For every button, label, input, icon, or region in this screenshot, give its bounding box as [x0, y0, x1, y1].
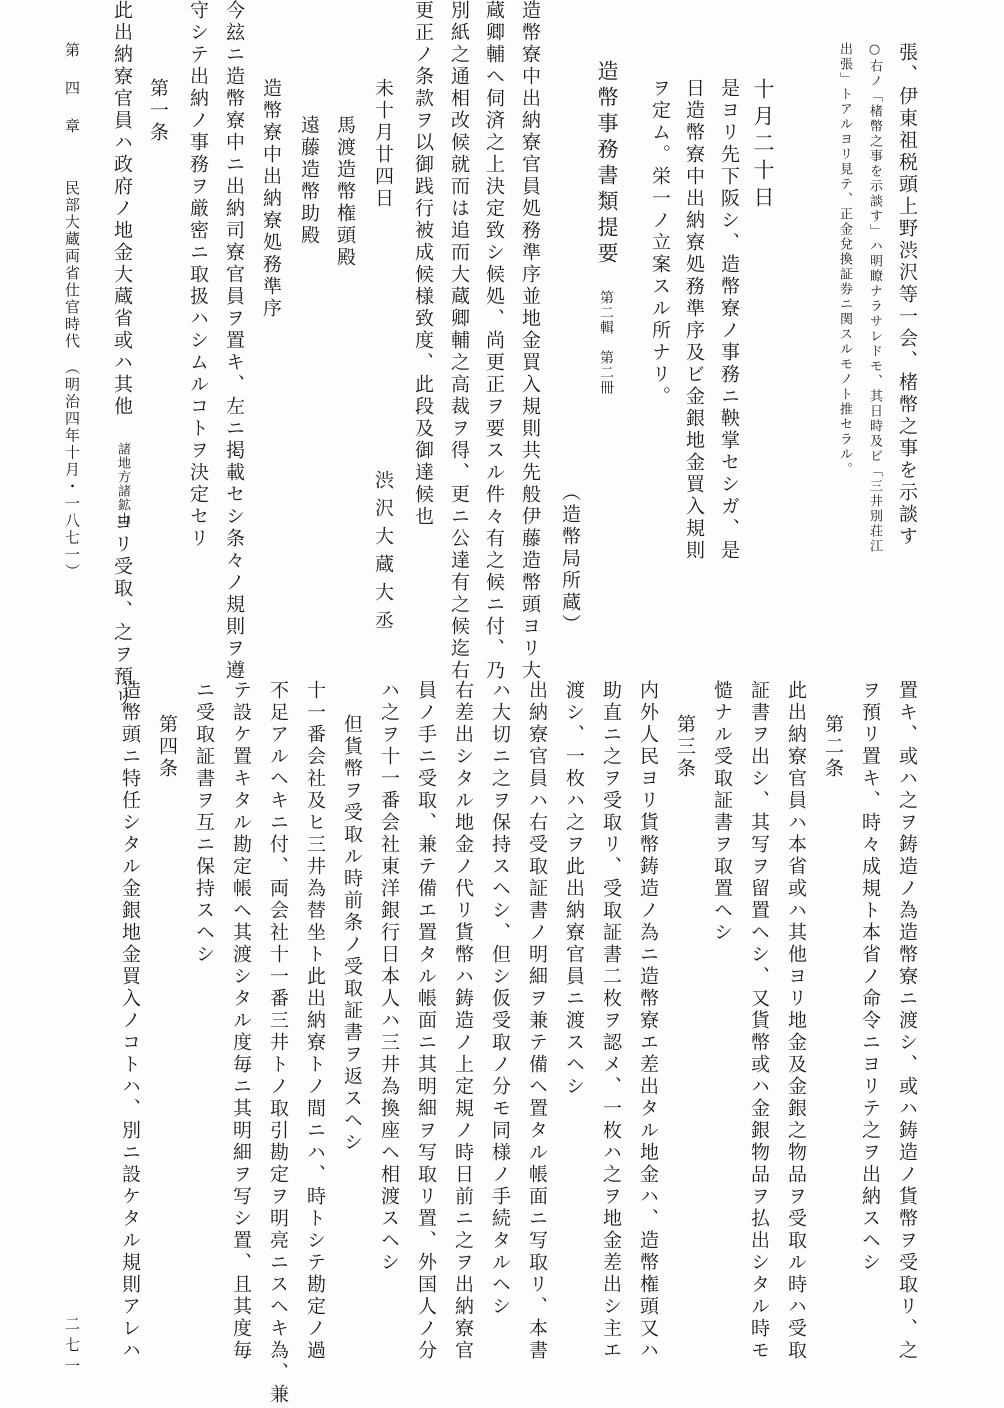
lower-line-18: ニ受取証書ヲ互ニ保持スヘシ — [193, 680, 215, 966]
letter-line-3: 別紙之通相改候就而は追而大蔵卿輔之高裁ヲ得、更ニ公達有之候迄右 — [448, 0, 470, 682]
article-1-line-1a: 此出納寮官員ハ政府ノ地金大蔵省或ハ其他 — [111, 0, 133, 418]
lower-line-10: ハ大切ニ之ヲ保持スヘシ、但シ仮受取ノ分モ同様ノ手続タルヘシ — [489, 680, 511, 1318]
lower-line-15: 十一番会社及ヒ三井為替坐ト此出納寮トノ間ニハ、時トシテ勘定ノ過 — [304, 680, 326, 1362]
note-line-1: ○右ノ「楮幣之事を示談す」ハ明瞭ナラサレドモ、其日時及ビ「三井別荘江 — [867, 42, 882, 554]
lower-line-7: 助直ニ之ヲ受取リ、受取証書二枚ヲ認メ、一枚ハ之ヲ地金差出シ主エ — [600, 680, 622, 1362]
body-line-2: 日造幣寮中出納寮処務準序及ビ金銀地金買入規則 — [683, 78, 705, 562]
body-line-3: ヲ定ム。栄一ノ立案スル所ナリ。 — [649, 78, 671, 408]
chapter-label: 第 四 章 — [63, 42, 81, 137]
document-title: 造幣事務書類提要 — [595, 60, 619, 268]
rules-line-1: 今玆ニ造幣寮中ニ出納司寮官員ヲ置キ、左ニ掲載セシ条々ノ規則ヲ遵 — [223, 0, 245, 682]
document-volume: 第二輯 第二冊 — [598, 290, 614, 395]
entry-date: 十月二十日 — [751, 78, 775, 213]
lower-line-6: 内外人民ヨリ貨幣鋳造ノ為ニ造幣寮エ差出タル地金ハ、造幣権頭又ハ — [637, 680, 659, 1362]
article-2-title: 第二条 — [822, 714, 844, 780]
article-1-line-1b: ヨリ受取、之ヲ預リ — [111, 512, 133, 710]
note-line-2: 出張」トアルヨリ見テ、正金兌換証券ニ関スルモノト推セラル。 — [837, 42, 852, 477]
addressee-2: 遠藤造幣助殿 — [298, 115, 320, 247]
lower-line-9: 出納寮官員ハ右受取証書ノ明細ヲ兼テ備ヘ置タル帳面ニ写取リ、本書 — [526, 680, 548, 1362]
addressee-1: 馬渡造幣権頭殿 — [334, 115, 356, 269]
rules-title: 造幣寮中出納寮処務準序 — [260, 78, 282, 320]
article-4-title: 第四条 — [156, 714, 178, 780]
lower-line-5: 慥ナル受取証書ヲ取置ヘシ — [711, 680, 733, 944]
lower-line-19: 造幣頭ニ特任シタル金銀地金買入ノコトハ、別ニ設ケタル規則アレハ — [119, 680, 141, 1362]
era-label: 民部大蔵両省仕官時代 （明治四年十月・一八七一） — [63, 180, 81, 581]
body-line-1: 是ヨリ先下阪シ、造幣寮ノ事務ニ鞅掌セシガ、是 — [718, 78, 740, 562]
sender: 渋沢大蔵大丞 — [372, 470, 394, 638]
entry-line-1: 張、伊東祖税頭上野渋沢等一会、楮幣之事を示談す — [896, 42, 918, 548]
letter-date: 未十月廿四日 — [372, 78, 394, 210]
page-number: 二七一 — [63, 1316, 81, 1379]
lower-line-17: テ設ケ置キタル勘定帳ヘ其渡シタル度毎ニ其明細ヲ写シ置、且其度毎 — [230, 680, 252, 1362]
letter-line-4: 更正ノ条款ヲ以御践行被成候様致度、此段及御達候也 — [412, 0, 434, 528]
lower-line-11: 右差出シタル地金ノ代リ貨幣ハ鋳造ノ上定規ノ時日前ニ之ヲ出納寮官 — [452, 680, 474, 1362]
lower-line-12: 員ノ手ニ受取、兼テ備エ置タル帳面ニ其明細ヲ写取リ置、外国人ノ分 — [415, 680, 437, 1362]
article-3-title: 第三条 — [674, 714, 696, 780]
letter-line-2: 蔵卿輔へ伺済之上決定致シ候処、尚更正ヲ要スル件々有之候ニ付、乃 — [483, 0, 505, 682]
lower-line-8: 渡シ、一枚ハ之ヲ此出納寮官員ニ渡スヘシ — [563, 680, 585, 1098]
article-1-title: 第一条 — [147, 78, 169, 144]
lower-line-2: ヲ預リ置キ、時々成規ト本省ノ命令ニヨリテ之ヲ出納スヘシ — [859, 680, 881, 1274]
article-1-note: 諸地方諸鉱山 — [115, 442, 130, 526]
document-source: （造幣局所蔵） — [559, 482, 581, 636]
lower-line-13: ハ之ヲ十一番会社東洋銀行日本人ハ三井為換座ヘ相渡スヘシ — [378, 680, 400, 1274]
lower-line-16: 不足アルヘキニ付、両会社十一番三井トノ取引勘定ヲ明亮ニスヘキ為、兼 — [267, 680, 289, 1406]
lower-line-14: 但貨幣ヲ受取ル時前条ノ受取証書ヲ返スヘシ — [341, 714, 363, 1154]
letter-line-1: 造幣寮中出納寮官員処務準序並地金買入規則共先般伊藤造幣頭ヨリ大 — [519, 0, 541, 682]
lower-line-1: 置キ、或ハ之ヲ鋳造ノ為造幣寮ニ渡シ、或ハ鋳造ノ貨幣ヲ受取リ、之 — [896, 680, 918, 1362]
rules-line-2: 守シテ出納ノ事務ヲ厳密ニ取扱ハシムルコトヲ決定セリ — [187, 0, 209, 550]
lower-line-3: 此出納寮官員ハ本省或ハ其他ヨリ地金及金銀之物品ヲ受取ル時ハ受取 — [785, 680, 807, 1362]
lower-line-4: 証書ヲ出シ、其写ヲ留置ヘシ、又貨幣或ハ金銀物品ヲ払出シタル時モ — [748, 680, 770, 1362]
